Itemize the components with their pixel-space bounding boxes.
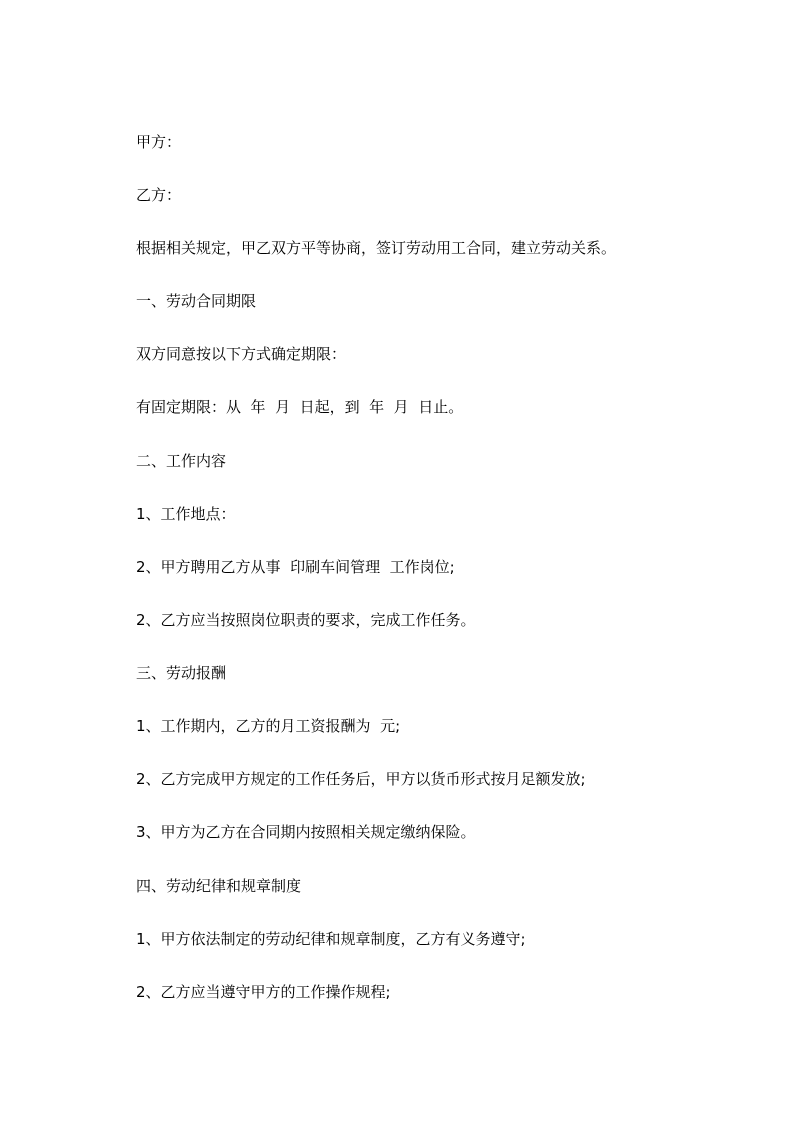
- preamble-paragraph: 根据相关规定，甲乙双方平等协商，签订劳动用工合同，建立劳动关系。: [136, 239, 617, 257]
- work-location-item: 1、工作地点：: [136, 505, 236, 523]
- job-position-item: 2、甲方聘用乙方从事 印刷车间管理 工作岗位;: [136, 558, 455, 576]
- operating-rules-item: 2、乙方应当遵守甲方的工作操作规程;: [136, 983, 391, 1001]
- fixed-term-paragraph: 有固定期限：从 年 月 日起，到 年 月 日止。: [136, 398, 464, 416]
- section-3-heading: 三、劳动报酬: [136, 664, 227, 682]
- salary-payment-item: 2、乙方完成甲方规定的工作任务后，甲方以货币形式按月足额发放;: [136, 770, 586, 788]
- insurance-item: 3、甲方为乙方在合同期内按照相关规定缴纳保险。: [136, 823, 476, 841]
- job-duties-item: 2、乙方应当按照岗位职责的要求，完成工作任务。: [136, 611, 476, 629]
- party-a-line: 甲方：: [136, 133, 182, 151]
- monthly-salary-item: 1、工作期内，乙方的月工资报酬为 元;: [136, 717, 401, 735]
- party-b-line: 乙方：: [136, 186, 182, 204]
- section-2-heading: 二、工作内容: [136, 452, 227, 470]
- term-intro-paragraph: 双方同意按以下方式确定期限：: [136, 345, 347, 363]
- section-4-heading: 四、劳动纪律和规章制度: [136, 877, 302, 895]
- labor-discipline-item: 1、甲方依法制定的劳动纪律和规章制度，乙方有义务遵守;: [136, 930, 526, 948]
- section-1-heading: 一、劳动合同期限: [136, 292, 257, 310]
